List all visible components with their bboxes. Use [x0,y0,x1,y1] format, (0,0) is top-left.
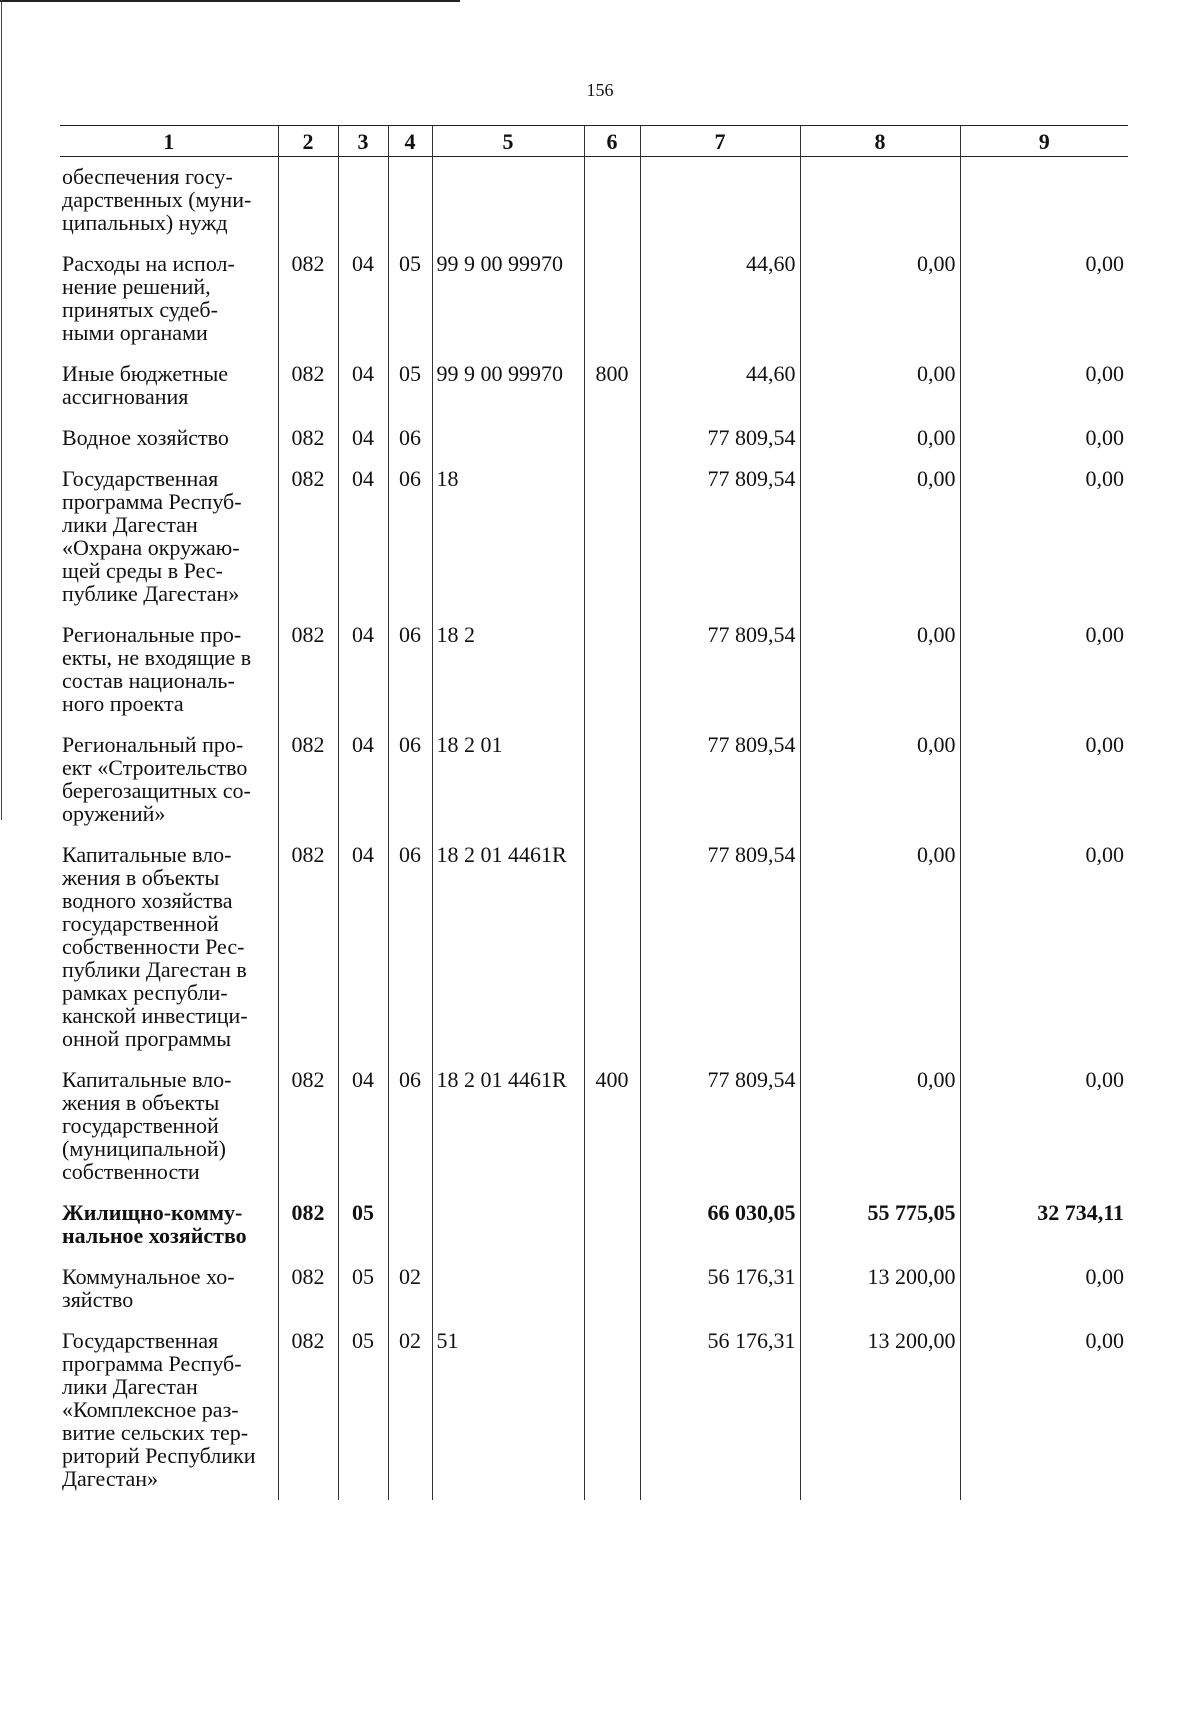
row-name: Расходы на испол- нение решений, принятых судеб- ными органами [62,251,235,345]
code-rz: 05 [338,1191,388,1255]
code-rz: 04 [338,613,388,723]
code-rz: 04 [338,416,388,457]
amount-col8: 13 200,00 [800,1319,960,1500]
column-header: 6 [584,126,640,157]
code-csr: 18 2 01 4461R [432,833,584,1058]
row-name: Региональный про- ект «Строительство берегозащитных со- оружений» [62,732,251,826]
code-ved: 082 [278,457,338,613]
amount-col7: 77 809,54 [640,1058,800,1191]
amount-col7: 77 809,54 [640,723,800,833]
budget-table [60,125,1128,1500]
table-row [60,1255,1128,1319]
row-name: Иные бюджетные ассигнования [62,361,229,409]
header-row [60,126,1128,157]
amount-col8: 0,00 [800,833,960,1058]
code-vr [584,1255,640,1319]
code-csr: 99 9 00 99970 [432,242,584,352]
code-csr: 18 2 [432,613,584,723]
amount-col8: 13 200,00 [800,1255,960,1319]
amount-col7: 77 809,54 [640,613,800,723]
code-pr: 06 [388,1058,432,1191]
code-rz: 04 [338,1058,388,1191]
code-ved: 082 [278,242,338,352]
scan-border-left [1,0,2,820]
amount-col8: 0,00 [800,416,960,457]
table-row [60,416,1128,457]
amount-col8: 0,00 [800,1058,960,1191]
code-vr [584,833,640,1058]
column-header: 2 [278,126,338,157]
code-ved: 082 [278,613,338,723]
code-rz: 04 [338,242,388,352]
code-csr [432,1255,584,1319]
code-ved: 082 [278,1319,338,1500]
code-ved: 082 [278,723,338,833]
amount-col9: 0,00 [960,457,1128,613]
row-name: Коммунальное хо- зяйство [62,1264,235,1312]
scan-border-top [0,0,460,2]
code-pr: 06 [388,833,432,1058]
amount-col8: 0,00 [800,242,960,352]
code-csr [432,157,584,243]
row-name: Региональные про- екты, не входящие в состав националь- ного проекта [62,622,252,716]
amount-col9: 0,00 [960,1058,1128,1191]
code-vr [584,613,640,723]
code-vr [584,242,640,352]
table-row [60,723,1128,833]
row-name: Капитальные вло- жения в объекты водного хозяйства государственной собственности Рес- публики Дагестан в рамках республи- канской инвестици- онной программы [62,842,248,1051]
code-vr: 400 [584,1058,640,1191]
table-row [60,242,1128,352]
row-name: обеспечения госу- дарственных (муни- ципальных) нужд [62,164,252,235]
code-rz: 05 [338,1319,388,1500]
table-row [60,352,1128,416]
column-header: 4 [388,126,432,157]
code-ved [278,157,338,243]
code-rz: 04 [338,457,388,613]
table-row [60,613,1128,723]
code-rz: 04 [338,833,388,1058]
code-csr: 18 [432,457,584,613]
code-pr: 05 [388,242,432,352]
code-rz [338,157,388,243]
amount-col9: 0,00 [960,416,1128,457]
code-vr [584,157,640,243]
table-row [60,833,1128,1058]
row-name: Государственная программа Респуб- лики Дагестан «Охрана окружаю- щей среды в Рес- публике Дагестан» [62,466,242,606]
table-row [60,1191,1128,1255]
column-header: 8 [800,126,960,157]
code-csr: 99 9 00 99970 [432,352,584,416]
amount-col9: 0,00 [960,242,1128,352]
amount-col9: 32 734,11 [960,1191,1128,1255]
amount-col7: 77 809,54 [640,833,800,1058]
amount-col7: 77 809,54 [640,457,800,613]
amount-col7 [640,157,800,243]
column-header: 5 [432,126,584,157]
row-name: Жилищно-комму- нальное хозяйство [62,1200,247,1248]
amount-col7: 44,60 [640,242,800,352]
column-header: 7 [640,126,800,157]
code-csr: 18 2 01 4461R [432,1058,584,1191]
code-ved: 082 [278,833,338,1058]
amount-col9: 0,00 [960,1319,1128,1500]
code-pr [388,1191,432,1255]
amount-col9: 0,00 [960,723,1128,833]
code-csr [432,416,584,457]
amount-col8: 0,00 [800,613,960,723]
code-vr [584,1319,640,1500]
code-ved: 082 [278,1058,338,1191]
amount-col9: 0,00 [960,833,1128,1058]
column-header: 3 [338,126,388,157]
code-vr [584,457,640,613]
table-row [60,157,1128,243]
amount-col7: 77 809,54 [640,416,800,457]
code-ved: 082 [278,416,338,457]
amount-col9: 0,00 [960,1255,1128,1319]
amount-col9: 0,00 [960,352,1128,416]
code-pr: 05 [388,352,432,416]
amount-col8: 0,00 [800,352,960,416]
page-number: 156 [586,80,614,100]
code-ved: 082 [278,1191,338,1255]
amount-col9: 0,00 [960,613,1128,723]
table-row [60,1319,1128,1500]
code-pr: 06 [388,416,432,457]
code-vr [584,723,640,833]
code-pr: 02 [388,1255,432,1319]
code-csr: 18 2 01 [432,723,584,833]
row-name: Водное хозяйство [62,425,229,450]
column-header: 1 [60,126,278,157]
amount-col8 [800,157,960,243]
code-pr [388,157,432,243]
table-row [60,457,1128,613]
amount-col7: 66 030,05 [640,1191,800,1255]
table-row [60,1058,1128,1191]
code-vr [584,416,640,457]
code-rz: 04 [338,352,388,416]
code-csr [432,1191,584,1255]
column-header: 9 [960,126,1128,157]
code-pr: 06 [388,723,432,833]
amount-col7: 56 176,31 [640,1319,800,1500]
code-pr: 06 [388,613,432,723]
amount-col7: 44,60 [640,352,800,416]
row-name: Капитальные вло- жения в объекты государственной (муниципальной) собственности [62,1067,232,1184]
amount-col9 [960,157,1128,243]
code-rz: 05 [338,1255,388,1319]
code-rz: 04 [338,723,388,833]
code-pr: 02 [388,1319,432,1500]
row-name: Государственная программа Респуб- лики Дагестан «Комплексное раз- витие сельских тер- риторий Республики Дагестан» [62,1328,256,1491]
amount-col8: 0,00 [800,457,960,613]
code-vr: 800 [584,352,640,416]
code-ved: 082 [278,1255,338,1319]
amount-col8: 0,00 [800,723,960,833]
code-csr: 51 [432,1319,584,1500]
code-pr: 06 [388,457,432,613]
table-body [60,157,1128,1501]
amount-col8: 55 775,05 [800,1191,960,1255]
amount-col7: 56 176,31 [640,1255,800,1319]
code-ved: 082 [278,352,338,416]
code-vr [584,1191,640,1255]
